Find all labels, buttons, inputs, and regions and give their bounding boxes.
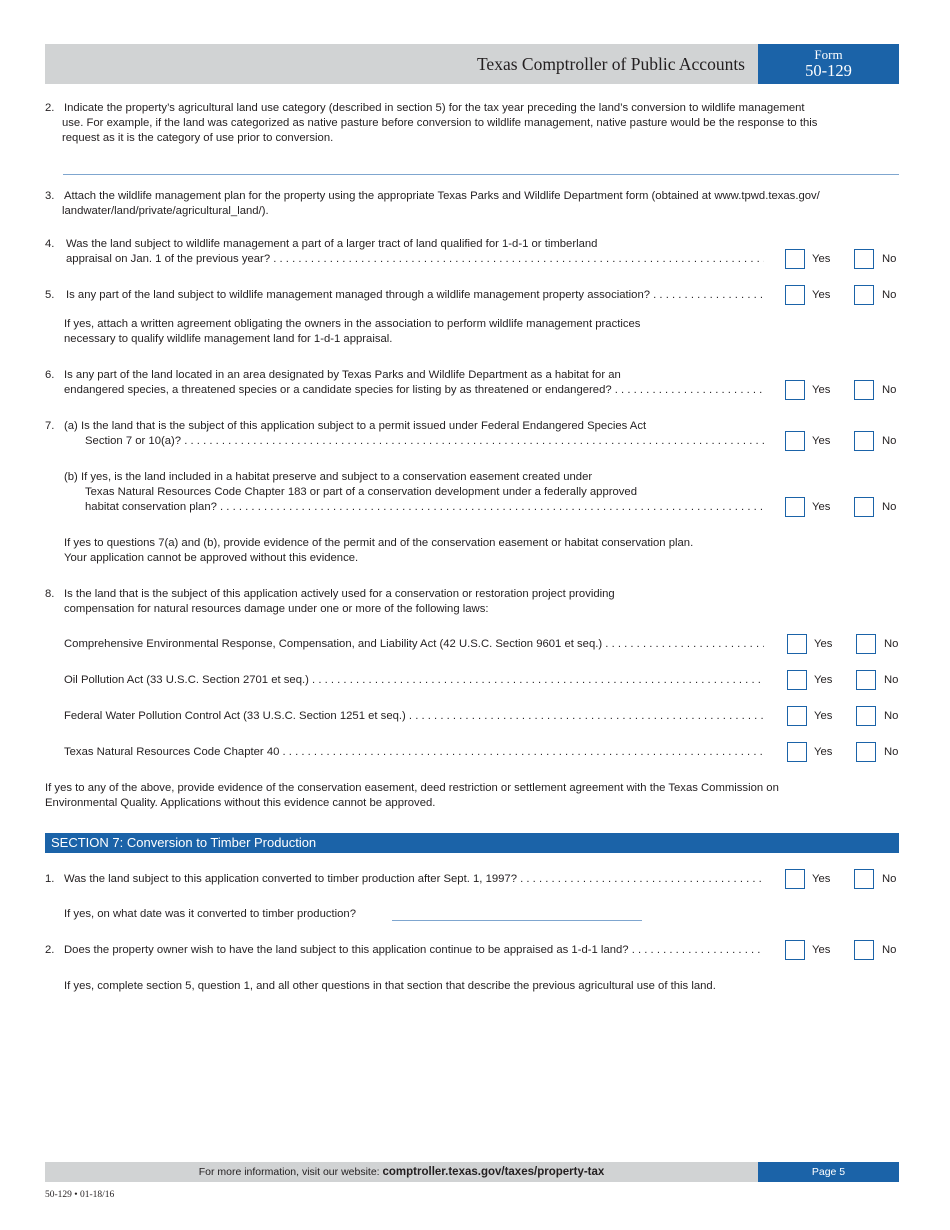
q7a-yes-checkbox[interactable] [785, 431, 805, 451]
q8-line-1: Is the land that is the subject of this application actively used for a conservation or restoration project providing [64, 588, 615, 600]
footer-info-text: For more information, visit our website: [198, 1166, 380, 1178]
q6-question: endangered species, a threatened species or a candidate species for listing by as threatened or endangered? . . . [64, 383, 764, 398]
q4-no-label: No [882, 253, 897, 265]
form-id: 50-129 • 01-18/16 [45, 1190, 115, 1200]
q6-line-2 [64, 383, 764, 398]
q7-note-2: Your application cannot be approved without this evidence. [64, 552, 359, 564]
q5-question: Is any part of the land subject to wildlife management managed through a wildlife management property association? . . . [66, 288, 764, 303]
q7b-no-label: No [882, 501, 897, 513]
q6-yes-label: Yes [812, 384, 831, 396]
q4-number: 4. [45, 238, 55, 250]
q8-law-1-no-checkbox[interactable] [856, 634, 876, 654]
s7-q2-number: 2. [45, 944, 55, 956]
q8-law-2-yes-label: Yes [814, 674, 833, 686]
q8-note-1: If yes to any of the above, provide evidence of the conservation easement, deed restriction or settlement agreement with the Texas Commission on [45, 782, 779, 794]
q6-no-checkbox[interactable] [854, 380, 874, 400]
s7-q1-yes-checkbox[interactable] [785, 869, 805, 889]
q4-yes-label: Yes [812, 253, 831, 265]
q7b-line-1: (b) If yes, is the land included in a habitat preserve and subject to a conservation easement created under [64, 471, 593, 483]
q5-number: 5. [45, 289, 55, 301]
q8-law-1-yes-checkbox[interactable] [787, 634, 807, 654]
agency-title: Texas Comptroller of Public Accounts [476, 54, 745, 74]
s7-q1-date-field[interactable] [392, 920, 642, 921]
q8-law-4-no-checkbox[interactable] [856, 742, 876, 762]
q7b-question: habitat conservation plan? . . . [85, 500, 764, 515]
q5-no-label: No [882, 289, 897, 301]
q4-line-2 [66, 252, 764, 267]
s7-q1-number: 1. [45, 873, 55, 885]
q3-text [64, 189, 820, 219]
s7-q1-question: Was the land subject to this application converted to timber production after Sept. 1, 1997? . . . [64, 872, 764, 887]
q7a-no-checkbox[interactable] [854, 431, 874, 451]
q2-line-3: request as it is the category of use prior to conversion. [62, 132, 334, 144]
s7-q1-date-label: If yes, on what date was it converted to timber production? [64, 908, 356, 920]
q8-law-3-no-checkbox[interactable] [856, 706, 876, 726]
s7-q2 [64, 943, 764, 958]
q5-note-1: If yes, attach a written agreement obligating the owners in the association to perform wildlife management practices [64, 318, 641, 330]
q7-number: 7. [45, 420, 55, 432]
q8-law-1-text: Comprehensive Environmental Response, Compensation, and Liability Act (42 U.S.C. Section 9601 et seq.) . . . [64, 637, 764, 652]
q8-law-4 [64, 745, 764, 760]
q3-number: 3. [45, 190, 55, 202]
q7b-line-2: Texas Natural Resources Code Chapter 183 or part of a conservation development under a federally approved [85, 486, 637, 498]
q8-law-4-yes-label: Yes [814, 746, 833, 758]
q6-number: 6. [45, 369, 55, 381]
q8-law-3-yes-checkbox[interactable] [787, 706, 807, 726]
q8-law-2-no-label: No [884, 674, 899, 686]
q8-law-2 [64, 673, 764, 688]
q8-line-2: compensation for natural resources damage under one or more of the following laws: [64, 603, 489, 615]
q4-question: appraisal on Jan. 1 of the previous year? . . . [66, 252, 764, 267]
q8-law-4-yes-checkbox[interactable] [787, 742, 807, 762]
q8-number: 8. [45, 588, 55, 600]
q8-law-1 [64, 637, 764, 652]
q8-law-3-yes-label: Yes [814, 710, 833, 722]
q2-line-2: use. For example, if the land was categorized as native pasture before conversion to wildlife management, native pasture would be the response to this [62, 117, 818, 129]
q8-law-3-text: Federal Water Pollution Control Act (33 U.S.C. Section 1251 et seq.) . . . [64, 709, 764, 724]
s7-q1-no-label: No [882, 873, 897, 885]
q7a-yes-label: Yes [812, 435, 831, 447]
q6-no-label: No [882, 384, 897, 396]
q8-law-3-no-label: No [884, 710, 899, 722]
q7b-no-checkbox[interactable] [854, 497, 874, 517]
q5-note-2: necessary to qualify wildlife management land for 1-d-1 appraisal. [64, 333, 393, 345]
q3-line-1: Attach the wildlife management plan for the property using the appropriate Texas Parks and Wildlife Department form (obtained at www.tpwd.texas.gov/ [64, 190, 820, 202]
q4-no-checkbox[interactable] [854, 249, 874, 269]
q2-number: 2. [45, 102, 55, 114]
q4-yes-checkbox[interactable] [785, 249, 805, 269]
q2-answer-line[interactable] [63, 174, 899, 175]
q8-law-1-yes-label: Yes [814, 638, 833, 650]
s7-q2-question: Does the property owner wish to have the land subject to this application continue to be appraised as 1-d-1 land? . . . [64, 943, 764, 958]
q5-yes-checkbox[interactable] [785, 285, 805, 305]
s7-q2-yes-checkbox[interactable] [785, 940, 805, 960]
q5-line-1 [66, 288, 764, 303]
page-number: Page 5 [758, 1162, 899, 1182]
q8-law-4-no-label: No [884, 746, 899, 758]
form-number: 50-129 [805, 61, 852, 80]
q2-text [64, 101, 909, 146]
q2-line-1: Indicate the property’s agricultural land use category (described in section 5) for the tax year preceding the land’s conversion to wildlife management [64, 102, 805, 114]
q5-no-checkbox[interactable] [854, 285, 874, 305]
form-label: Form [814, 47, 843, 62]
q8-law-3 [64, 709, 764, 724]
q7-note-1: If yes to questions 7(a) and (b), provide evidence of the permit and of the conservation easement or habitat conservation plan. [64, 537, 694, 549]
s7-q1-yes-label: Yes [812, 873, 831, 885]
q8-note-2: Environmental Quality. Applications without this evidence cannot be approved. [45, 797, 436, 809]
s7-q2-note: If yes, complete section 5, question 1, and all other questions in that section that describe the previous agricultural use of this land. [64, 980, 716, 992]
q8-law-4-text: Texas Natural Resources Code Chapter 40 . . . [64, 745, 764, 760]
q7a-question: Section 7 or 10(a)? . . . [85, 434, 764, 449]
q7a-line-1: (a) Is the land that is the subject of this application subject to a permit issued under Federal Endangered Species Act [64, 420, 647, 432]
q8-law-2-yes-checkbox[interactable] [787, 670, 807, 690]
q7b-yes-label: Yes [812, 501, 831, 513]
footer-url[interactable]: comptroller.texas.gov/taxes/property-tax [382, 1166, 605, 1178]
s7-q1-no-checkbox[interactable] [854, 869, 874, 889]
q5-yes-label: Yes [812, 289, 831, 301]
s7-q2-no-checkbox[interactable] [854, 940, 874, 960]
s7-q2-yes-label: Yes [812, 944, 831, 956]
q8-law-2-text: Oil Pollution Act (33 U.S.C. Section 2701 et seq.) . . . [64, 673, 764, 688]
section-7-header: SECTION 7: Conversion to Timber Production [45, 833, 899, 853]
q6-line-1: Is any part of the land located in an area designated by Texas Parks and Wildlife Department as a habitat for an [64, 369, 621, 381]
q7b-line-3 [85, 500, 764, 515]
q8-law-1-no-label: No [884, 638, 899, 650]
q7b-yes-checkbox[interactable] [785, 497, 805, 517]
q7a-line-2 [85, 434, 764, 449]
q4-line-1: Was the land subject to wildlife management a part of a larger tract of land qualified for 1-d-1 or timberland [66, 238, 598, 250]
q3-line-2: landwater/land/private/agricultural_land/). [62, 205, 269, 217]
footer-bar [45, 1162, 758, 1182]
s7-q2-no-label: No [882, 944, 897, 956]
s7-q1 [64, 872, 764, 887]
q6-yes-checkbox[interactable] [785, 380, 805, 400]
q7a-no-label: No [882, 435, 897, 447]
q8-law-2-no-checkbox[interactable] [856, 670, 876, 690]
form-number-box [758, 44, 899, 84]
